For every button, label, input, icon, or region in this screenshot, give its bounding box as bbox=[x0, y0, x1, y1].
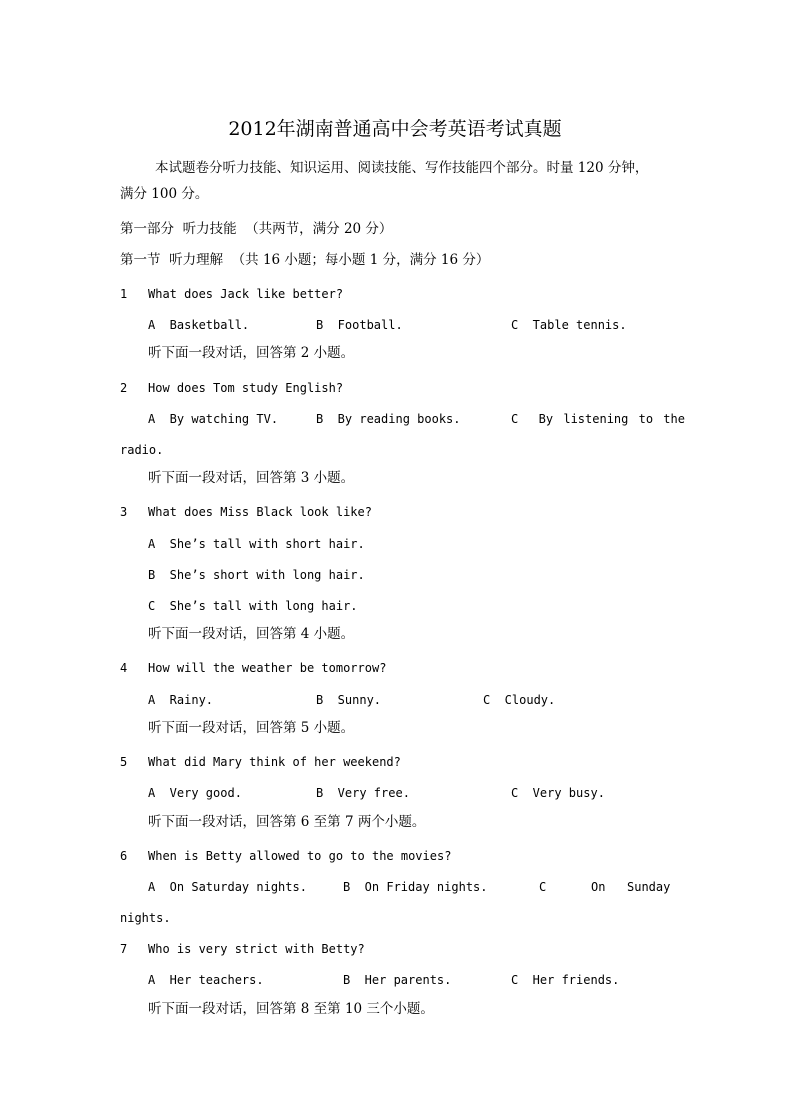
option-a: A By watching TV. bbox=[148, 412, 279, 426]
question-text: What does Miss Black look like? bbox=[148, 505, 372, 519]
option-c: C Table tennis. bbox=[511, 318, 627, 332]
instruction-line: 听下面一段对话，回答第 3 小题。 bbox=[148, 470, 355, 486]
intro-line-2: 满分 100 分。 bbox=[120, 186, 209, 202]
option-a: A Basketball. bbox=[148, 318, 250, 332]
page-title: 2012年湖南普通高中会考英语考试真题 bbox=[228, 118, 562, 140]
option-a: A Her teachers. bbox=[148, 973, 264, 987]
instruction-line: 听下面一段对话，回答第 6 至第 7 两个小题。 bbox=[148, 814, 426, 830]
question-text: When is Betty allowed to go to the movies? bbox=[148, 849, 452, 863]
question-text: Who is very strict with Betty? bbox=[148, 942, 365, 956]
section-heading: 第一节 听力理解 （共 16 小题；每小题 1 分，满分 16 分） bbox=[120, 252, 490, 268]
option-c: C Her friends. bbox=[511, 973, 620, 987]
option-b: B Football. bbox=[316, 318, 403, 332]
option-b: B Sunny. bbox=[316, 693, 382, 707]
option-b: B Her parents. bbox=[343, 973, 452, 987]
instruction-line: 听下面一段对话，回答第 8 至第 10 三个小题。 bbox=[148, 1001, 434, 1017]
question-number: 2 bbox=[120, 381, 128, 395]
option-c-word: On bbox=[591, 880, 606, 894]
option-c: C bbox=[539, 880, 547, 894]
intro-line-1: 本试题卷分听力技能、知识运用、阅读技能、写作技能四个部分。时量 120 分钟， bbox=[155, 160, 649, 176]
instruction-line: 听下面一段对话，回答第 4 小题。 bbox=[148, 626, 355, 642]
question-number: 7 bbox=[120, 942, 128, 956]
question-number: 6 bbox=[120, 849, 128, 863]
instruction-line: 听下面一段对话，回答第 2 小题。 bbox=[148, 345, 355, 361]
question-text: How does Tom study English? bbox=[148, 381, 344, 395]
option-a: A Very good. bbox=[148, 786, 242, 800]
part-heading: 第一部分 听力技能 （共两节，满分 20 分） bbox=[120, 221, 393, 237]
option-c: C By listening to the bbox=[511, 412, 685, 426]
option-b: B On Friday nights. bbox=[343, 880, 488, 894]
question-text: What did Mary think of her weekend? bbox=[148, 755, 401, 769]
option-b: B Very free. bbox=[316, 786, 410, 800]
option-c: C Cloudy. bbox=[483, 693, 556, 707]
option-c-wrap: nights. bbox=[120, 911, 171, 925]
option-c-wrap: radio. bbox=[120, 443, 164, 457]
option-a: A On Saturday nights. bbox=[148, 880, 307, 894]
option-b: B By reading books. bbox=[316, 412, 461, 426]
option-b: B She’s short with long hair. bbox=[148, 568, 365, 582]
option-a: A Rainy. bbox=[148, 693, 214, 707]
option-c: C Very busy. bbox=[511, 786, 605, 800]
question-number: 5 bbox=[120, 755, 128, 769]
option-c-word: Sunday bbox=[627, 880, 671, 894]
instruction-line: 听下面一段对话，回答第 5 小题。 bbox=[148, 720, 355, 736]
question-text: How will the weather be tomorrow? bbox=[148, 661, 387, 675]
question-number: 4 bbox=[120, 661, 128, 675]
option-a: A She’s tall with short hair. bbox=[148, 537, 365, 551]
question-number: 1 bbox=[120, 287, 128, 301]
question-text: What does Jack like better? bbox=[148, 287, 344, 301]
question-number: 3 bbox=[120, 505, 128, 519]
option-c: C She’s tall with long hair. bbox=[148, 599, 358, 613]
